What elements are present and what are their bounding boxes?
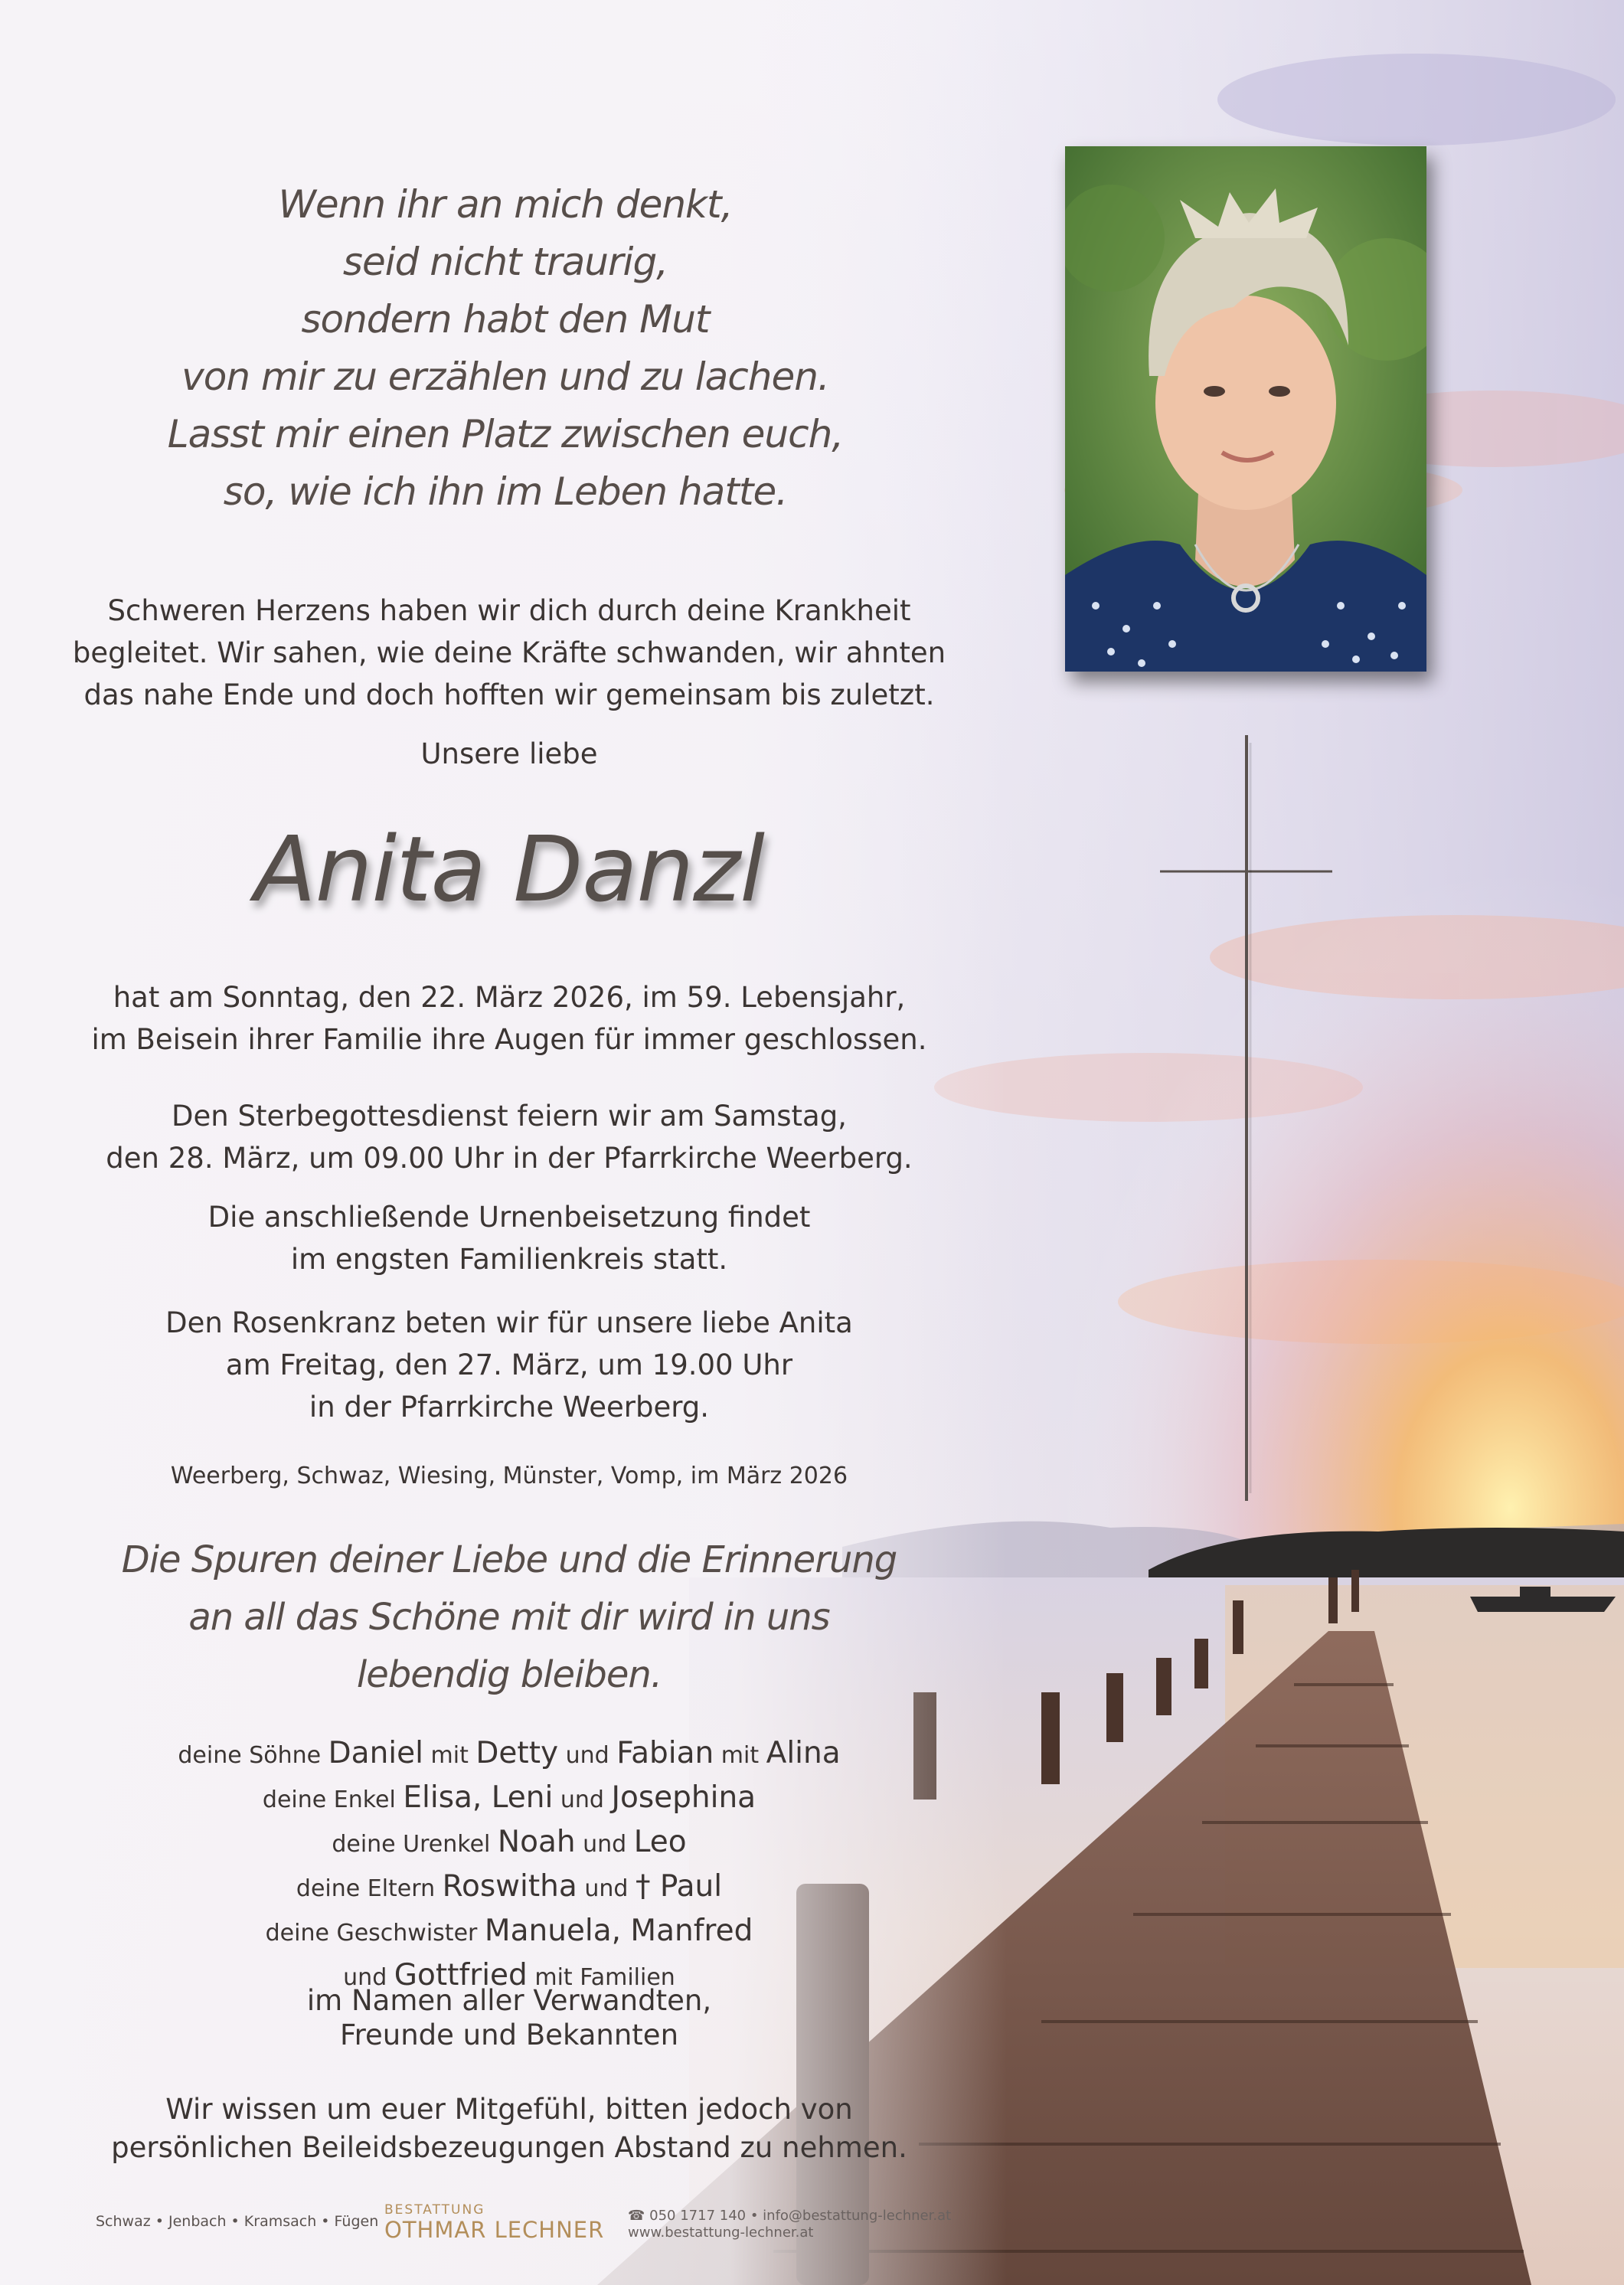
intro-line: Schweren Herzens haben wir dich durch deine Krankheit: [107, 594, 911, 627]
contact-website-link[interactable]: www.bestattung-lechner.at: [628, 2225, 814, 2241]
verse-line: an all das Schöne mit dir wird in uns: [188, 1596, 830, 1639]
family-name: Elisa, Leni: [403, 1780, 554, 1815]
family-name: Noah: [497, 1825, 576, 1859]
contact-phone-email[interactable]: ☎ 050 1717 140 • info@bestattung-lechner.at: [628, 2208, 952, 2224]
family-row-great-grandchildren: [61, 1821, 957, 1865]
condolence-request: [61, 2090, 957, 2167]
rosary-info: [54, 1302, 965, 1428]
closing-line: Freunde und Bekannten: [339, 2019, 679, 2051]
death-notice-line: im Beisein ihrer Familie ihre Augen für immer geschlossen.: [91, 1023, 927, 1056]
verse-line: lebendig bleiben.: [356, 1653, 662, 1696]
family-name: Josephina: [611, 1780, 756, 1815]
request-line: persönlichen Beileidsbezeugungen Abstand zu nehmen.: [111, 2131, 907, 2164]
family-name: † Paul: [635, 1869, 723, 1904]
urn-burial-line: im engsten Familienkreis statt.: [290, 1243, 728, 1276]
relation-label: deine Söhne: [178, 1742, 322, 1769]
family-name: Daniel: [328, 1736, 423, 1770]
verse-line: Die Spuren deiner Liebe und die Erinnerung: [121, 1538, 897, 1581]
rosary-line: in der Pfarrkirche Weerberg.: [309, 1391, 710, 1424]
funeral-home-logo: [384, 2202, 604, 2241]
portrait-photo: [1065, 146, 1426, 672]
relation-label: deine Geschwister: [265, 1920, 478, 1947]
connector-text: mit: [430, 1742, 469, 1769]
logo-main-text: OTHMAR LECHNER: [384, 2217, 605, 2243]
request-line: Wir wissen um euer Mitgefühl, bitten jedoch von: [165, 2093, 853, 2126]
connector-text: mit: [721, 1742, 760, 1769]
intro-line: begleitet. Wir sahen, wie deine Kräfte schwanden, wir ahnten: [72, 636, 946, 669]
quote-line: seid nicht traurig,: [342, 240, 668, 284]
preamble-text: Unsere liebe: [420, 737, 598, 770]
connector-text: und: [565, 1742, 609, 1769]
connector-text: und: [343, 1964, 387, 1991]
place-date: Weerberg, Schwaz, Wiesing, Münster, Vomp, im März 2026: [170, 1463, 848, 1489]
family-name: Leo: [633, 1825, 687, 1859]
family-row-parents: [61, 1865, 957, 1910]
opening-quote: [92, 176, 919, 521]
death-notice: [54, 976, 965, 1061]
urn-burial-info: [54, 1196, 965, 1280]
memorial-verse: [92, 1532, 926, 1704]
closing-line: im Namen aller Verwandten,: [306, 1984, 712, 2017]
relation-label: deine Enkel: [262, 1786, 396, 1813]
rosary-line: Den Rosenkranz beten wir für unsere liebe Anita: [165, 1306, 853, 1339]
quote-line: Lasst mir einen Platz zwischen euch,: [167, 412, 844, 456]
quote-line: Wenn ihr an mich denkt,: [278, 182, 733, 227]
quote-line: von mir zu erzählen und zu lachen.: [181, 355, 829, 399]
family-row-sons: [61, 1732, 957, 1777]
family-row-siblings: [61, 1910, 957, 1954]
relation-label: deine Urenkel: [332, 1831, 491, 1858]
family-name: Alina: [766, 1736, 841, 1770]
intro-paragraph: [69, 590, 949, 716]
logo-top-text: BESTATTUNG: [384, 2202, 485, 2218]
family-name: Detty: [475, 1736, 559, 1770]
quote-line: so, wie ich ihn im Leben hatte.: [223, 469, 788, 514]
family-name: Gottfried: [394, 1958, 528, 1992]
connector-text: und: [584, 1875, 629, 1902]
rosary-line: am Freitag, den 27. März, um 19.00 Uhr: [225, 1348, 793, 1381]
family-name: Fabian: [616, 1736, 714, 1770]
urn-burial-line: Die anschließende Urnenbeisetzung findet: [207, 1201, 811, 1234]
family-row-grandchildren: [61, 1777, 957, 1821]
funeral-mass-line: den 28. März, um 09.00 Uhr in der Pfarrkirche Weerberg.: [106, 1142, 913, 1175]
funeral-mass-line: Den Sterbegottesdienst feiern wir am Samstag,: [172, 1100, 847, 1133]
family-list: [61, 1732, 957, 1999]
connector-text: mit Familien: [534, 1964, 675, 1991]
connector-text: und: [560, 1786, 604, 1813]
closing-relatives: [61, 1983, 957, 2052]
family-name: Manuela, Manfred: [484, 1914, 753, 1948]
footer-contact: [628, 2208, 951, 2241]
funeral-mass-info: [54, 1095, 965, 1179]
intro-line: das nahe Ende und doch hofften wir gemeinsam bis zuletzt.: [83, 678, 935, 711]
connector-text: und: [583, 1831, 627, 1858]
footer-locations: Schwaz • Jenbach • Kramsach • Fügen: [96, 2213, 379, 2230]
family-name: Roswitha: [442, 1869, 577, 1904]
relation-label: deine Eltern: [296, 1875, 436, 1902]
deceased-name: Anita Danzl: [253, 816, 765, 922]
quote-line: sondern habt den Mut: [301, 297, 710, 342]
death-notice-line: hat am Sonntag, den 22. März 2026, im 59. Lebensjahr,: [113, 981, 906, 1014]
